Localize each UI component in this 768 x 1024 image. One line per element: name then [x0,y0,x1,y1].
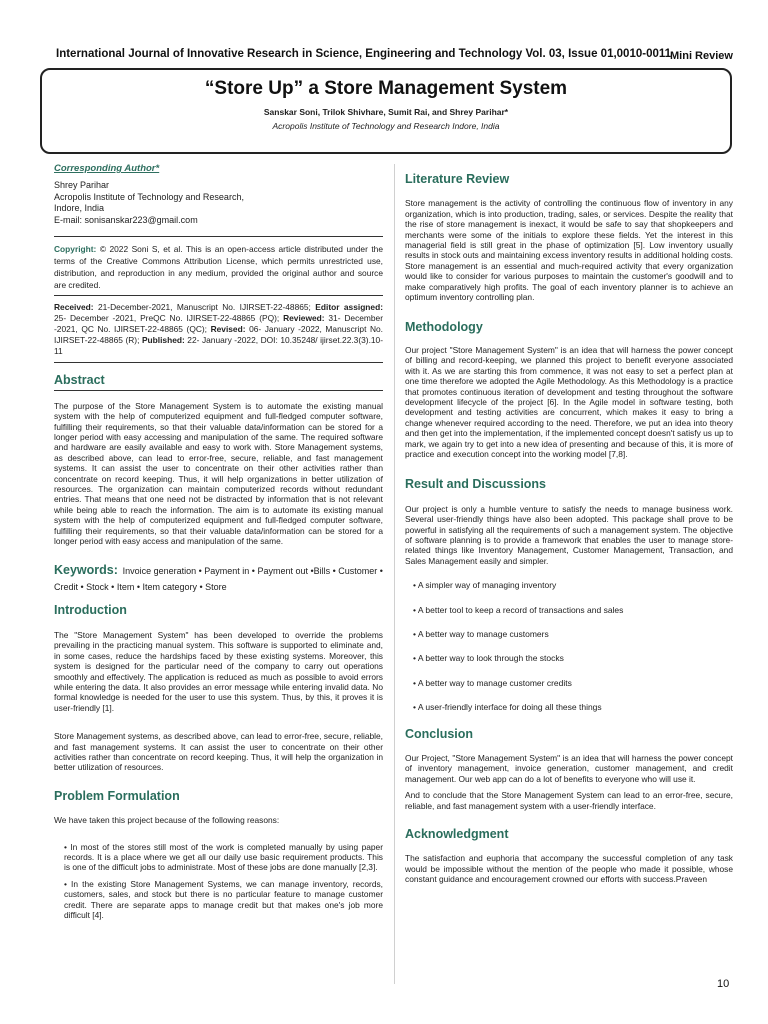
abstract-text: The purpose of the Store Management System is to automate the existing manual system with the help of computerized equipment and full-fledged computer software, fulfilling their requirements, so that their valuable data/information can be stored for a longer period with easy accessing and manipulation of the same. The required software and hardware are easily available and easy to work with. Store Management systems, as described above, can lead to error-free, secure, reliable, and fast management systems. It can assist the user to concentrate on their other activities rather than concentrate on record keeping. Thus, it will help organizations in better utilization of resources. The organization can maintain computerized records without redundant entries. That means that one need not be distracted by information that is not relevant while being able to reach the information. The aim is to automate its existing manual system with the help of computerized equipment and full-fledged computer software, fulfilling their requirements, so that their valuable data/information can be stored for a longer period with easy access and manipulation of the same. [54,400,383,547]
published-text: 22- January -2022, DOI: 10.35248/ ijirset.22.3(3).10-11 [54,334,383,356]
reviewed-text: 31- December -2021, QC No. IJIRSET-22-48865 (QC); [54,313,384,334]
affiliation: Acropolis Institute of Technology and Research Indore, India [272,121,500,131]
list-item: • A better tool to keep a record of transactions and sales [413,604,624,615]
corresponding-author-label: Corresponding Author* [54,163,160,174]
keywords-text: Invoice generation • Payment in • Payment out •Bills • Customer • Credit • Stock • Item • Item category • Store [54,566,383,593]
results-heading: Result and Discussions [405,477,547,492]
methodology-text: Our project "Store Management System" is an idea that will harness the power concept of billing and record-keeping, we planned this project to benefit everyone associated with it. As we are starting this from commence, it was not easy to set a perfect plan at one time therefore we adopted the Agile Methodology. As this Methodology is a practice that promotes continuous iteration of development and testing throughout the software development lifecycle of the project [6]. In the Agile model in software testing, both development and testing activities are concurrent, which makes it easy to bring a change whenever required according to the need. Therefore, we put an idea into theory and then get into the implementation, if the implemented concept doesn't satisfy us up to mark, we again try to get into a new idea of presenting and because of this, it is more of practice and execution concept into the working model [7,8]. [405,344,733,459]
list-item: • A better way to manage customers [413,629,549,639]
results-list [405,580,733,712]
title-box [40,68,732,154]
conclusion-paragraph-2: And to conclude that the Store Management System can lead to an error-free, secure, reliable, and fast management system with a user-friendly interface. [405,790,733,811]
list-item: • A user-friendly interface for doing all these things [413,702,602,713]
literature-heading: Literature Review [405,172,510,186]
literature-text: Store management is the activity of controlling the continuous flow of inventory in any organization, which is into production, trading, sales, or services. Despite the reality that the rise of store management is inexact, it would be safe to say that shopkeepers and merchants were some of the initials to explore these fields. Yet the interest in this managerial field is still great in the phase of optimization [5]. Low inventory usually results in stock outs and maintaining excess inventory results in additional holding costs. Store management is an essential and much-required activity that every organization would like to consider for various purposes to maintain the customer's goodwill and to make comparatively high profits. The goal of each inventory planner is to achieve an optimum inventory controlling plan. [405,198,733,303]
revised-label: Revised: [210,324,246,334]
keywords-label: Keywords: [54,563,118,578]
abstract-heading: Abstract [54,373,105,388]
right-column [405,164,733,885]
problem-bullet-2: • In the existing Store Management Systems, we can manage inventory, records, customers, sales, and stock but there is no particular feature to manage customer credit. There are separate apps to manage credit but that makes one's job more difficult [4]. [64,878,383,921]
article-type-label: Mini Review [670,50,733,62]
copyright-text: © 2022 Soni S, et al. This is an open-access article distributed under the terms of the Creative Commons Attribution License, which permits unrestricted use, distribution, and reproduction in any medium, provided the original author and source are credited. [54,244,383,291]
introduction-paragraph-2: Store Management systems, as described above, can lead to error-free, secure, reliable, and fast management systems. It can assist the user to concentrate on their other activities rather than concentrate on record keeping. Thus, it will help the organization in better utilization of resources. [54,731,383,773]
received-text: 21-December-2021, Manuscript No. IJIRSET-22-48865; [93,302,316,313]
results-text: Our project is only a humble venture to satisfy the needs to manage business work. Several user-friendly things have also been adopted. This package shall prove to be powerful in satisfying all the requirements of such a management system. The objective of software planning is to provide a framework that enables the user to manage store-related things like Inventory Management, Customer Management, Transaction, and Sales Management easily and simpler. [405,503,733,566]
article-dates [54,296,383,362]
paper-title: “Store Up” a Store Management System [204,78,568,99]
acknowledgment-text: The satisfaction and euphoria that accompany the successful completion of any task would be impossible without the mention of the people who made it possible, whose constant guidance and encouragement crowned our efforts with success.Praveen [405,853,733,885]
left-column [54,164,383,920]
reviewed-label: Reviewed: [283,313,325,324]
corresponding-city: Indore, India [54,203,105,214]
editor-label: Editor assigned: [315,302,383,313]
page-number: 10 [717,978,730,990]
corresponding-institute: Acropolis Institute of Technology and Research, [54,191,244,202]
list-item: • A better way to look through the stocks [413,653,564,664]
corresponding-email[interactable]: E-mail: sonisanskar223@gmail.com [54,214,198,225]
corresponding-author-block [54,180,383,226]
published-label: Published: [141,334,185,345]
list-item: • A simpler way of managing inventory [413,580,557,591]
methodology-heading: Methodology [405,320,483,335]
acknowledgment-heading: Acknowledgment [405,827,509,842]
introduction-paragraph-1: The "Store Management System" has been developed to override the problems prevailing in the practicing manual system. This software is supported to eliminate and, in some cases, reduce the hardships faced by these existing systems. Moreover, this system is designed for the particular need of the company to carry out operations smoothly and effectively. The application is reduced as much as possible to avoid errors while entering the data. It also provides an error message while entering invalid data. No formal knowledge is needed for the user to use this system. Thus, by this, it proves it is user-friendly [1]. [54,629,383,713]
conclusion-heading: Conclusion [405,726,474,741]
journal-header: International Journal of Innovative Research in Science, Engineering and Technology Vol. 03, Issue 01,0010-0011 [56,48,672,60]
corresponding-name: Shrey Parihar [54,180,110,191]
revised-text: 06- January -2022, Manuscript No. IJIRSET-22-48865 (R); [54,324,383,345]
introduction-heading: Introduction [54,603,127,618]
editor-text: 25- December -2021, PreQC No. IJIRSET-22-48865 (PQ); [54,313,284,324]
copyright-notice [54,237,383,295]
author-list: Sanskar Soni, Trilok Shivhare, Sumit Rai, and Shrey Parihar* [263,107,509,117]
problem-heading: Problem Formulation [54,788,180,803]
conclusion-paragraph-1: Our Project, "Store Management System" is an idea that will harness the power concept of inventory management, invoice generation, customer management, and credit management. Our web app can do a lot of benefits to everyone who will use it. [405,753,733,784]
problem-bullet-1: • In most of the stores still most of the work is completed manually by using paper records. It is a place where we get all our daily use basic requirement products. This is one of the difficult jobs to administrate. Most of these jobs are done manually [2,3]. [64,841,383,873]
received-label: Received: [54,302,94,313]
problem-intro: We have taken this project because of the following reasons: [54,815,280,826]
keywords [54,562,383,595]
copyright-label: Copyright: [54,244,97,255]
list-item: • A better way to manage customer credits [413,677,572,688]
column-divider [394,164,395,984]
